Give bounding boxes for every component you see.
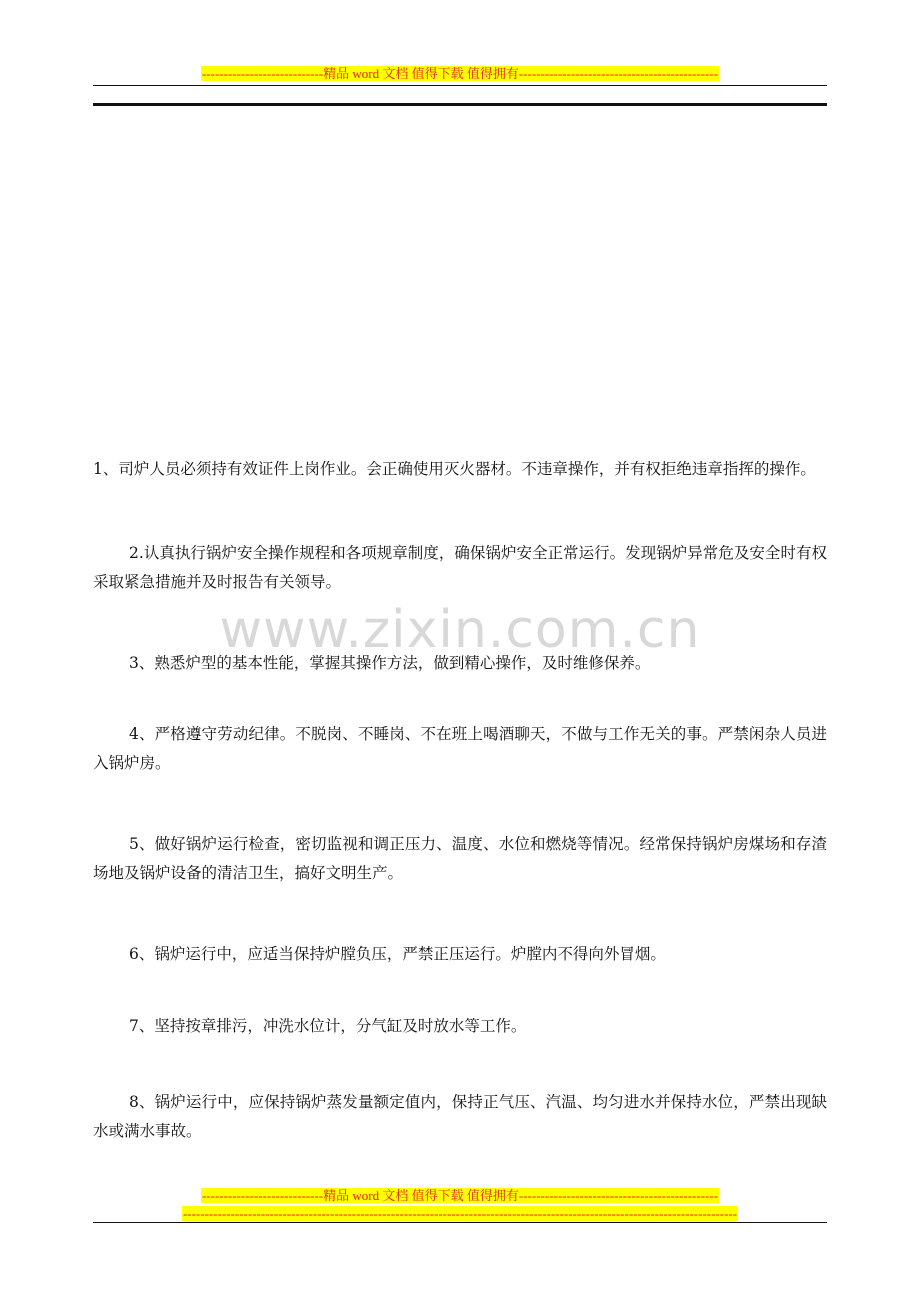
header-rule-thin — [93, 85, 827, 86]
footer-banner — [0, 1188, 920, 1204]
footer-banner-text: ----------------------------精品 word 文档 值得下载 值得拥有---------------------------------------------- — [201, 1188, 719, 1203]
paragraph-7: 7、坚持按章排污，冲洗水位计，分气缸及时放水等工作。 — [129, 1017, 527, 1035]
header-banner-text: ----------------------------精品 word 文档 值得下载 值得拥有---------------------------------------------- — [201, 66, 719, 81]
paragraph-4: 4、严格遵守劳动纪律。不脱岗、不睡岗、不在班上喝酒聊天，不做与工作无关的事。严禁闲杂人员进入锅炉房。 — [93, 725, 827, 772]
paragraph-2: 2.认真执行锅炉安全操作规程和各项规章制度，确保锅炉安全正常运行。发现锅炉异常危及安全时有权采取紧急措施并及时报告有关领导。 — [93, 544, 827, 591]
footer-dashes — [0, 1206, 920, 1222]
paragraph-1: 1、司炉人员必须持有效证件上岗作业。会正确使用灭火器材。不违章操作，并有权拒绝违章指挥的操作。 — [93, 460, 816, 478]
paragraph-5: 5、做好锅炉运行检查，密切监视和调正压力、温度、水位和燃烧等情况。经常保持锅炉房煤场和存渣场地及锅炉设备的清洁卫生，搞好文明生产。 — [93, 835, 827, 882]
footer-rule — [93, 1222, 827, 1223]
watermark: www.zixin.com.cn — [219, 600, 701, 660]
paragraph-6: 6、锅炉运行中，应适当保持炉膛负压，严禁正压运行。炉膛内不得向外冒烟。 — [129, 945, 666, 963]
paragraph-8: 8、锅炉运行中，应保持锅炉蒸发量额定值内，保持正气压、汽温、均匀进水并保持水位，严禁出现缺水或满水事故。 — [93, 1093, 827, 1140]
header-rule-thick — [93, 103, 827, 106]
header-banner — [0, 66, 920, 82]
paragraph-3: 3、熟悉炉型的基本性能，掌握其操作方法，做到精心操作，及时维修保养。 — [129, 654, 651, 672]
footer-dashes-text: -------------------------------------------------------------------------------------------------------------------------------- — [182, 1206, 738, 1221]
